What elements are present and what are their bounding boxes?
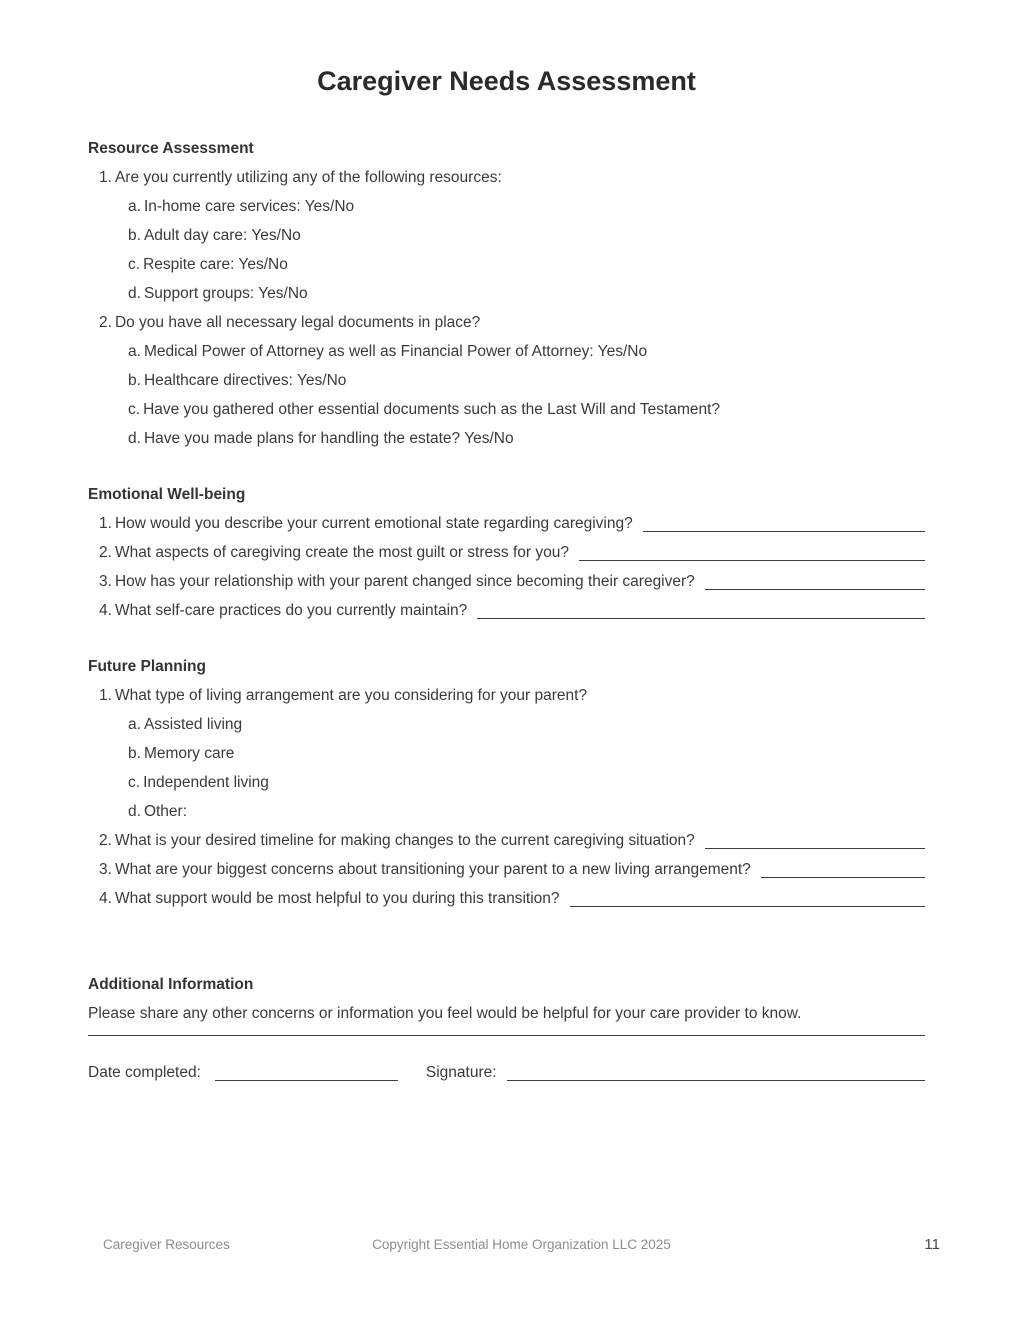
list-marker: b. xyxy=(128,226,141,244)
question-row xyxy=(88,884,925,913)
sub-list-item-text: In-home care services: Yes/No xyxy=(143,197,355,215)
sub-list-item-text: Memory care xyxy=(143,744,235,762)
list-item-text: Are you currently utilizing any of the following resources: xyxy=(114,168,502,186)
sub-list-item xyxy=(88,221,925,250)
additional-information-text: Please share any other concerns or information you feel would be helpful for your care provider to know. xyxy=(88,1004,802,1022)
list-marker: d. xyxy=(128,802,141,820)
list-marker: a. xyxy=(128,342,141,360)
list-marker: 4. xyxy=(99,889,112,907)
list-marker: 3. xyxy=(99,860,112,878)
sub-list-item xyxy=(88,739,925,768)
question-row xyxy=(88,596,925,625)
question-text: What self-care practices do you currently maintain? xyxy=(114,601,468,619)
question-text: What are your biggest concerns about transitioning your parent to a new living arrangement? xyxy=(114,860,751,878)
sub-list-item xyxy=(88,424,925,453)
question-row xyxy=(88,567,925,596)
list-marker: d. xyxy=(128,284,141,302)
answer-line xyxy=(579,560,925,561)
section-heading-future-planning: Future Planning xyxy=(88,657,206,675)
answer-line xyxy=(705,589,925,590)
list-marker: a. xyxy=(128,715,141,733)
question-text: How has your relationship with your parent changed since becoming their caregiver? xyxy=(114,572,695,590)
list-marker: 2. xyxy=(99,543,112,561)
list-marker: b. xyxy=(128,744,141,762)
question-row xyxy=(88,509,925,538)
question-row xyxy=(88,826,925,855)
sub-list-item-text: Have you gathered other essential documents such as the Last Will and Testament? xyxy=(143,400,721,418)
list-marker: 2. xyxy=(99,313,112,331)
list-marker: d. xyxy=(128,429,141,447)
section-heading-resource-assessment: Resource Assessment xyxy=(88,139,254,157)
signature-line xyxy=(507,1080,925,1081)
section-heading-emotional-well-being: Emotional Well-being xyxy=(88,485,246,503)
answer-line xyxy=(477,618,925,619)
sub-list-item-text: Other: xyxy=(143,802,188,820)
sub-list-item xyxy=(88,250,925,279)
list-marker: 1. xyxy=(99,514,112,532)
question-text: What support would be most helpful to you during this transition? xyxy=(114,889,560,907)
page-title: Caregiver Needs Assessment xyxy=(317,66,696,96)
date-completed-line xyxy=(215,1080,398,1081)
list-marker: a. xyxy=(128,197,141,215)
list-marker: b. xyxy=(128,371,141,389)
answer-line xyxy=(643,531,925,532)
list-marker: c. xyxy=(128,773,141,791)
list-marker: c. xyxy=(128,255,141,273)
sub-list-item xyxy=(88,768,925,797)
section-heading-additional-information: Additional Information xyxy=(88,975,254,993)
list-marker: c. xyxy=(128,400,141,418)
question-text: What aspects of caregiving create the most guilt or stress for you? xyxy=(114,543,569,561)
question-text: What is your desired timeline for making changes to the current caregiving situation? xyxy=(114,831,695,849)
list-item xyxy=(88,681,925,710)
list-marker: 3. xyxy=(99,572,112,590)
sub-list-item xyxy=(88,192,925,221)
signature-label: Signature: xyxy=(425,1063,497,1081)
list-item xyxy=(88,163,925,192)
sub-list-item-text: Assisted living xyxy=(143,715,243,733)
question-text: How would you describe your current emotional state regarding caregiving? xyxy=(114,514,633,532)
date-completed-label: Date completed: xyxy=(88,1063,201,1081)
sub-list-item xyxy=(88,366,925,395)
sub-list-item xyxy=(88,797,925,826)
question-row xyxy=(88,855,925,884)
answer-line xyxy=(761,877,925,878)
list-item-text: Do you have all necessary legal documents in place? xyxy=(114,313,481,331)
list-item-text: What type of living arrangement are you considering for your parent? xyxy=(114,686,588,704)
sub-list-item xyxy=(88,395,925,424)
signoff-row xyxy=(88,1058,925,1087)
footer-copyright: Copyright Essential Home Organization LLC 2025 xyxy=(372,1237,671,1252)
question-row xyxy=(88,538,925,567)
sub-list-item xyxy=(88,337,925,366)
sub-list-item xyxy=(88,279,925,308)
sub-list-item-text: Respite care: Yes/No xyxy=(143,255,288,273)
sub-list-item-text: Adult day care: Yes/No xyxy=(143,226,301,244)
list-marker: 1. xyxy=(99,686,112,704)
list-marker: 2. xyxy=(99,831,112,849)
list-item xyxy=(88,308,925,337)
footer-document-name: Caregiver Resources xyxy=(103,1237,230,1252)
sub-list-item-text: Have you made plans for handling the estate? Yes/No xyxy=(143,429,514,447)
list-marker: 4. xyxy=(99,601,112,619)
sub-list-item xyxy=(88,710,925,739)
sub-list-item-text: Healthcare directives: Yes/No xyxy=(143,371,347,389)
list-marker: 1. xyxy=(99,168,112,186)
answer-line-full-width xyxy=(88,1035,925,1036)
page-footer xyxy=(103,1236,940,1253)
page-number: 11 xyxy=(924,1236,940,1253)
sub-list-item-text: Support groups: Yes/No xyxy=(143,284,308,302)
sub-list-item-text: Medical Power of Attorney as well as Financial Power of Attorney: Yes/No xyxy=(143,342,648,360)
sub-list-item-text: Independent living xyxy=(143,773,269,791)
answer-line xyxy=(705,848,925,849)
answer-line xyxy=(570,906,925,907)
